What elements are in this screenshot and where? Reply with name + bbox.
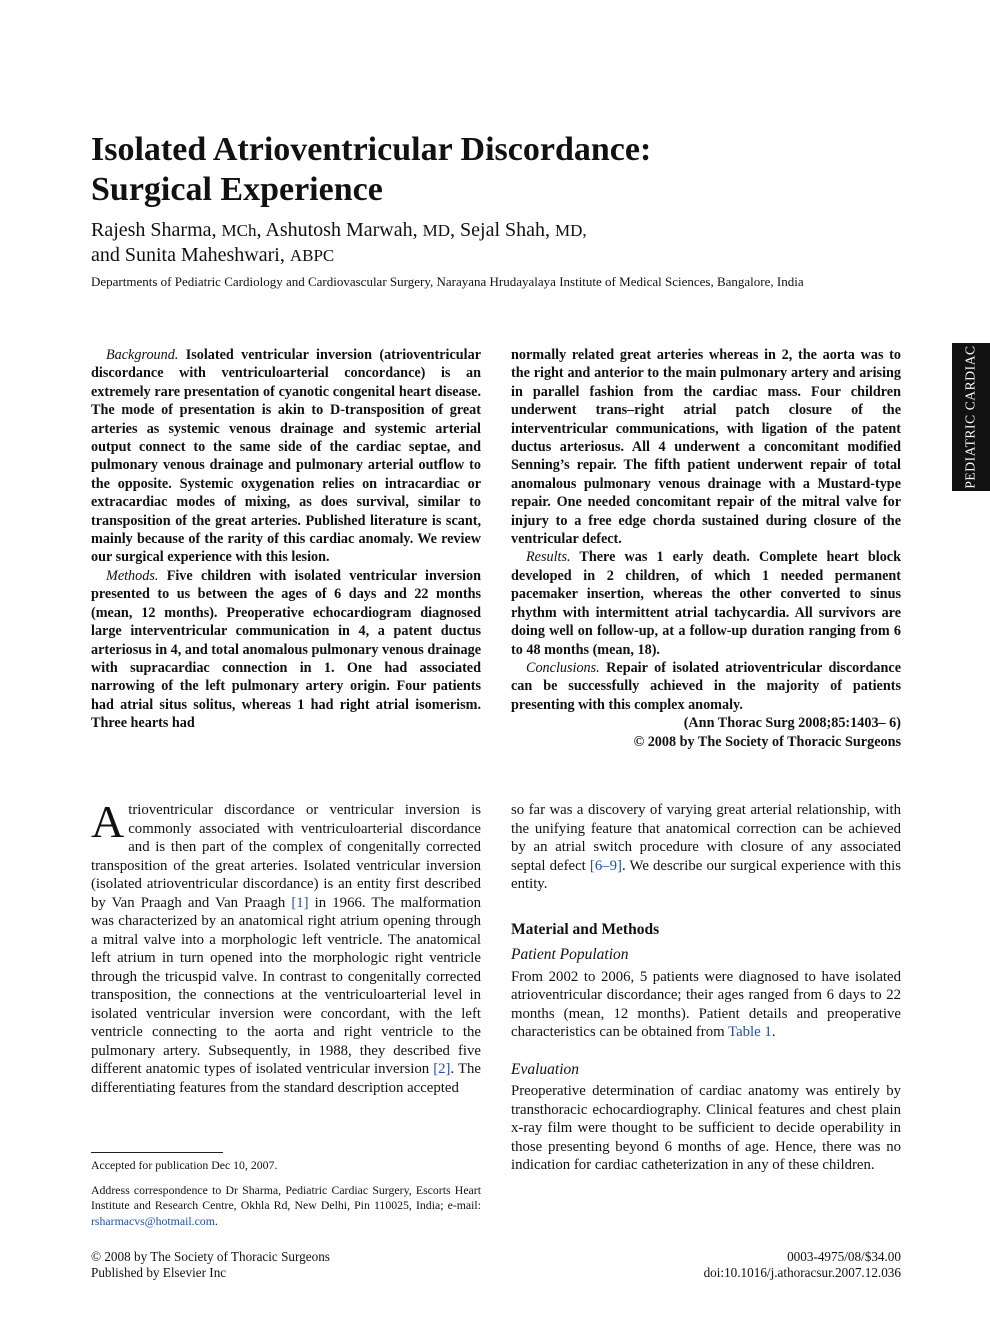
title-line-1: Isolated Atrioventricular Discordance: bbox=[91, 131, 652, 168]
body-left-column bbox=[91, 796, 481, 1097]
patient-population-paragraph bbox=[511, 968, 901, 1042]
drop-cap: A bbox=[91, 796, 125, 847]
author-list bbox=[91, 218, 851, 268]
footnote-rule bbox=[91, 1152, 223, 1153]
journal-citation: (Ann Thorac Surg 2008;85:1403– 6) bbox=[683, 715, 901, 732]
abstract-results bbox=[511, 548, 901, 658]
abstract-text: There was 1 early death. Complete heart block developed in 2 children, of which 1 needed permanent pacemaker insertion, whereas the other converted to sinus rhythm with intermittent atrial tachycardia. All survivors are doing well on follow-up, at a follow-up duration ranging from 6 to 48 months (mean, 18). bbox=[511, 549, 901, 658]
author-name: , Sejal Shah, bbox=[450, 219, 556, 241]
publisher-info bbox=[91, 1249, 330, 1281]
body-text: . The differentiating features from the standard description accepted bbox=[91, 1061, 481, 1096]
abstract-copyright: © 2008 by The Society of Thoracic Surgeons bbox=[633, 733, 901, 750]
abstract-text: Five children with isolated ventricular inversion presented to us between the ages of 6 days and 22 months (mean, 12 months). Preoperative echocardiogram diagnosed large interventricular communication in 4, a patent ductus arteriosus in 4, and total anomalous pulmonary venous drainage with supracardiac connection in 1. One had associated narrowing of the left pulmonary artery origin. Four patients had atrial situs solitus, whereas 1 had right atrial isomerism. Three hearts had bbox=[91, 567, 481, 732]
author-degree: MD, bbox=[555, 221, 587, 240]
abstract-background bbox=[91, 346, 481, 567]
doi: doi:10.1016/j.athoracsur.2007.12.036 bbox=[703, 1265, 901, 1280]
email-link[interactable]: rsharmacvs@hotmail.com bbox=[91, 1213, 215, 1228]
abstract-heading: Background. bbox=[106, 347, 179, 363]
bottom-copyright: © 2008 by The Society of Thoracic Surgeons bbox=[91, 1249, 330, 1264]
evaluation-paragraph: Preoperative determination of cardiac anatomy was entirely by transthoracic echocardiography. Clinical features and chest plain x-ray film were thought to be sufficient to decide operability in those presenting beyond 6 months of age. Hence, there was no indication for cardiac catheterization in any of these children. bbox=[511, 1083, 901, 1173]
subsection-heading: Patient Population bbox=[511, 946, 629, 963]
abstract-text: Repair of isolated atrioventricular discordance can be successfully achieved in the majority of patients presenting with this complex anomaly. bbox=[511, 659, 901, 713]
body-text: in 1966. The malformation was characterized by an anatomical right atrium opening through a mitral valve into a morphologic left ventricle. The anatomical left atrium in turn opened into the morphologic right ventricle through the tricuspid valve. In contrast to congenitally corrected transposition, the connections at the ventriculoarterial level in isolated ventricular inversion were concordant, with the left ventricle connecting to the aorta and right ventricle to the pulmonary artery. Subsequently, in 1988, they described five different anatomic types of isolated ventricular inversion bbox=[91, 894, 481, 1077]
intro-paragraph-continued bbox=[511, 801, 901, 894]
reference-link-6-9[interactable]: [6–9] bbox=[589, 857, 622, 874]
author-name: Rajesh Sharma, bbox=[91, 219, 222, 241]
subsection-heading: Evaluation bbox=[511, 1060, 580, 1078]
body-text: From 2002 to 2006, 5 patients were diagnosed to have isolated atrioventricular discordance; their ages ranged from 6 days to 22 months (mean, 12 months). Patient details and preoperative characteristics can be obtained from bbox=[511, 968, 901, 1040]
correspondence-note bbox=[91, 1183, 481, 1230]
abstract-heading: Conclusions. bbox=[526, 659, 600, 676]
publisher-name: Published by Elsevier Inc bbox=[91, 1265, 227, 1280]
author-name: and Sunita Maheshwari, bbox=[91, 244, 290, 266]
abstract-methods-continued: normally related great arteries whereas in 2, the aorta was to the right and anterior to the main pulmonary artery and arising in parallel fashion from the cardiac mass. Four children underwent trans–right atrial patch closure of the interventricular communications, with ligation of the patent ductus arteriosus. All 4 underwent a concomitant modified Senning’s repair. The fifth patient underwent repair of total anomalous pulmonary venous drainage with a Mustard-type repair. One needed concomitant repair of the mitral valve for injury to a free edge chorda sustained during closure of the ventricular defect. bbox=[511, 347, 901, 548]
body-text: so far was a discovery of varying great arterial relationship, with the unifying feature that anatomical correction can be achieved by an atrial switch procedure with closure of any associated septal defect bbox=[511, 802, 901, 874]
reference-link-1[interactable]: [1] bbox=[291, 894, 309, 911]
body-right-column bbox=[511, 801, 901, 1175]
abstract-methods bbox=[91, 567, 481, 733]
reference-link-2[interactable]: [2] bbox=[433, 1061, 451, 1077]
footnotes bbox=[91, 1158, 481, 1238]
accepted-note: Accepted for publication Dec 10, 2007. bbox=[91, 1158, 278, 1172]
identifier-info bbox=[600, 1249, 901, 1281]
title-line-2: Surgical Experience bbox=[91, 171, 383, 208]
author-degree: MCh bbox=[221, 221, 257, 240]
body-text: trioventricular discordance or ventricular inversion is commonly associated with ventriculoarterial discordance and is then part of the complex of congenitally corrected transposition of the great arteries. Isolated ventricular inversion (isolated atrioventricular discordance) is an entity first described by Van Praagh and Van Praagh bbox=[91, 802, 481, 911]
body-text: . bbox=[771, 1024, 776, 1040]
author-degree: ABPC bbox=[289, 246, 335, 265]
section-tab bbox=[952, 343, 990, 491]
body-text: . We describe our surgical experience with this entity. bbox=[511, 857, 901, 892]
abstract-conclusions bbox=[511, 659, 901, 714]
abstract-heading: Results. bbox=[526, 549, 571, 566]
table-link[interactable]: Table 1 bbox=[728, 1024, 772, 1040]
intro-paragraph bbox=[91, 796, 481, 1097]
section-tab-label: PEDIATRIC CARDIAC bbox=[963, 345, 978, 489]
abstract-text: Isolated ventricular inversion (atrioventricular discordance with ventriculoarterial concordance) is an extremely rare presentation of cyanotic congenital heart disease. The mode of presentation is akin to D-transposition of great arteries as systemic venous drainage and systemic arterial output connect to the same side of the cardiac septae, and pulmonary venous drainage and pulmonary arterial outflow to the opposite. Systemic oxygenation relies on intracardiac or extracardiac modes of mixing, as does survival, similar to transposition of the great arteries. Published literature is scant, mainly because of the rarity of this cardiac anomaly. We review our surgical experience with this lesion. bbox=[91, 347, 481, 566]
author-degree: MD bbox=[422, 221, 451, 240]
abstract-right-column bbox=[511, 346, 901, 751]
affiliation: Departments of Pediatric Cardiology and Cardiovascular Surgery, Narayana Hrudayalaya Institute of Medical Sciences, Bangalore, India bbox=[91, 274, 804, 289]
footnote-text: . bbox=[214, 1213, 218, 1228]
section-heading: Material and Methods bbox=[511, 920, 660, 938]
author-name: , Ashutosh Marwah, bbox=[256, 219, 423, 241]
footnote-text: Address correspondence to Dr Sharma, Pediatric Cardiac Surgery, Escorts Heart Institute and Research Centre, Okhla Rd, New Delhi, Pin 110025, India; e-mail: bbox=[91, 1182, 481, 1212]
issn-price: 0003-4975/08/$34.00 bbox=[787, 1249, 901, 1264]
abstract-left-column bbox=[91, 346, 481, 733]
abstract-heading: Methods. bbox=[106, 567, 159, 584]
article-title bbox=[91, 130, 851, 210]
